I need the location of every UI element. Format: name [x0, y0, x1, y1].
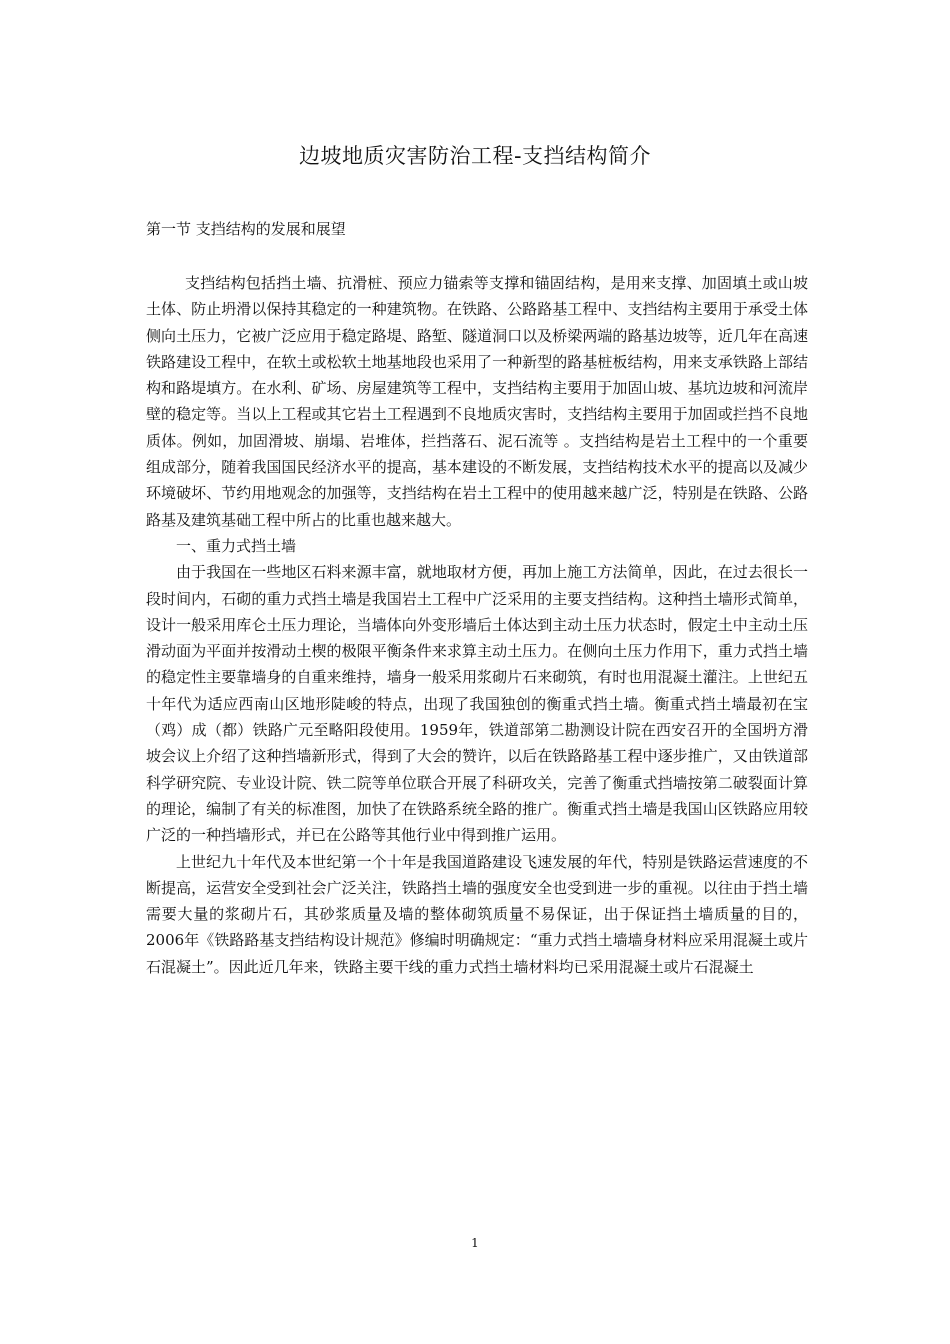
paragraph-intro: 支挡结构包括挡土墙、抗滑桩、预应力锚索等支撑和锚固结构，是用来支撑、加固填土或山坡土体、防止坍滑以保持其稳定的一种建筑物。在铁路、公路路基工程中、支挡结构主要用于承受土体侧向土压力，它被广泛应用于稳定路堤、路堑、隧道洞口以及桥梁两端的路基边坡等，近几年在高速铁路建设工程中，在软土或松软土地基地段也采用了一种新型的路基桩板结构，用来支承铁路上部结构和路堤填方。在水利、矿场、房屋建筑等工程中，支挡结构主要用于加固山坡、基坑边坡和河流岸壁的稳定等。当以上工程或其它岩土工程遇到不良地质灾害时，支挡结构主要用于加固或拦挡不良地质体。例如，加固滑坡、崩塌、岩堆体，拦挡落石、泥石流等 。支挡结构是岩土工程中的一个重要组成部分，随着我国国民经济水平的提高，基本建设的不断发展，支挡结构技术水平的提高以及减少环境破坏、节约用地观念的加强等，支挡结构在岩土工程中的使用越来越广泛，特别是在铁路、公路路基及建筑基础工程中所占的比重也越来越大。 [146, 274, 808, 529]
page-number: 1 [471, 1236, 479, 1250]
paragraph-modern-development: 上世纪九十年代及本世纪第一个十年是我国道路建设飞速发展的年代，特别是铁路运营速度的不断提高，运营安全受到社会广泛关注，铁路挡土墙的强度安全也受到进一步的重视。以往由于挡土墙需要大量的浆砌片石，其砂浆质量及墙的整体砌筑质量不易保证，出于保证挡土墙质量的目的，2006年《铁路路基支挡结构设计规范》修编时明确规定：“重力式挡土墙墙身材料应采用混凝土或片石混凝土”。因此近几年来，铁路主要干线的重力式挡土墙材料均已采用混凝土或片石混凝土 [146, 852, 808, 976]
document-body [146, 270, 808, 980]
subheading-gravity-wall: 一、重力式挡土墙 [176, 536, 297, 555]
paragraph-gravity-wall: 由于我国在一些地区石料来源丰富，就地取材方便，再加上施工方法简单，因此，在过去很长一段时间内，石砌的重力式挡土墙是我国岩土工程中广泛采用的主要支挡结构。这种挡土墙形式简单，设计一般采用库仑土压力理论，当墙体向外变形墙后土体达到主动土压力状态时，假定土中主动土压滑动面为平面并按滑动土楔的极限平衡条件来求算主动土压力。在侧向土压力作用下，重力式挡土墙的稳定性主要靠墙身的自重来维持，墙身一般采用浆砌片石来砌筑，有时也用混凝土灌注。上世纪五十年代为适应西南山区地形陡峻的特点，出现了我国独创的衡重式挡土墙。衡重式挡土墙最初在宝（鸡）成（都）铁路广元至略阳段使用。1959年，铁道部第二勘测设计院在西安召开的全国坍方滑坡会议上介绍了这种挡墙新形式，得到了大会的赞许，以后在铁路路基工程中逐步推广，又由铁道部科学研究院、专业设计院、铁二院等单位联合开展了科研攻关，完善了衡重式挡墙按第二破裂面计算的理论，编制了有关的标准图，加快了在铁路系统全路的推广。衡重式挡土墙是我国山区铁路应用较广泛的一种挡墙形式，并已在公路等其他行业中得到推广运用。 [146, 563, 808, 845]
document-title: 边坡地质灾害防治工程-支挡结构简介 [298, 144, 652, 168]
section-heading: 第一节 支挡结构的发展和展望 [146, 220, 346, 238]
